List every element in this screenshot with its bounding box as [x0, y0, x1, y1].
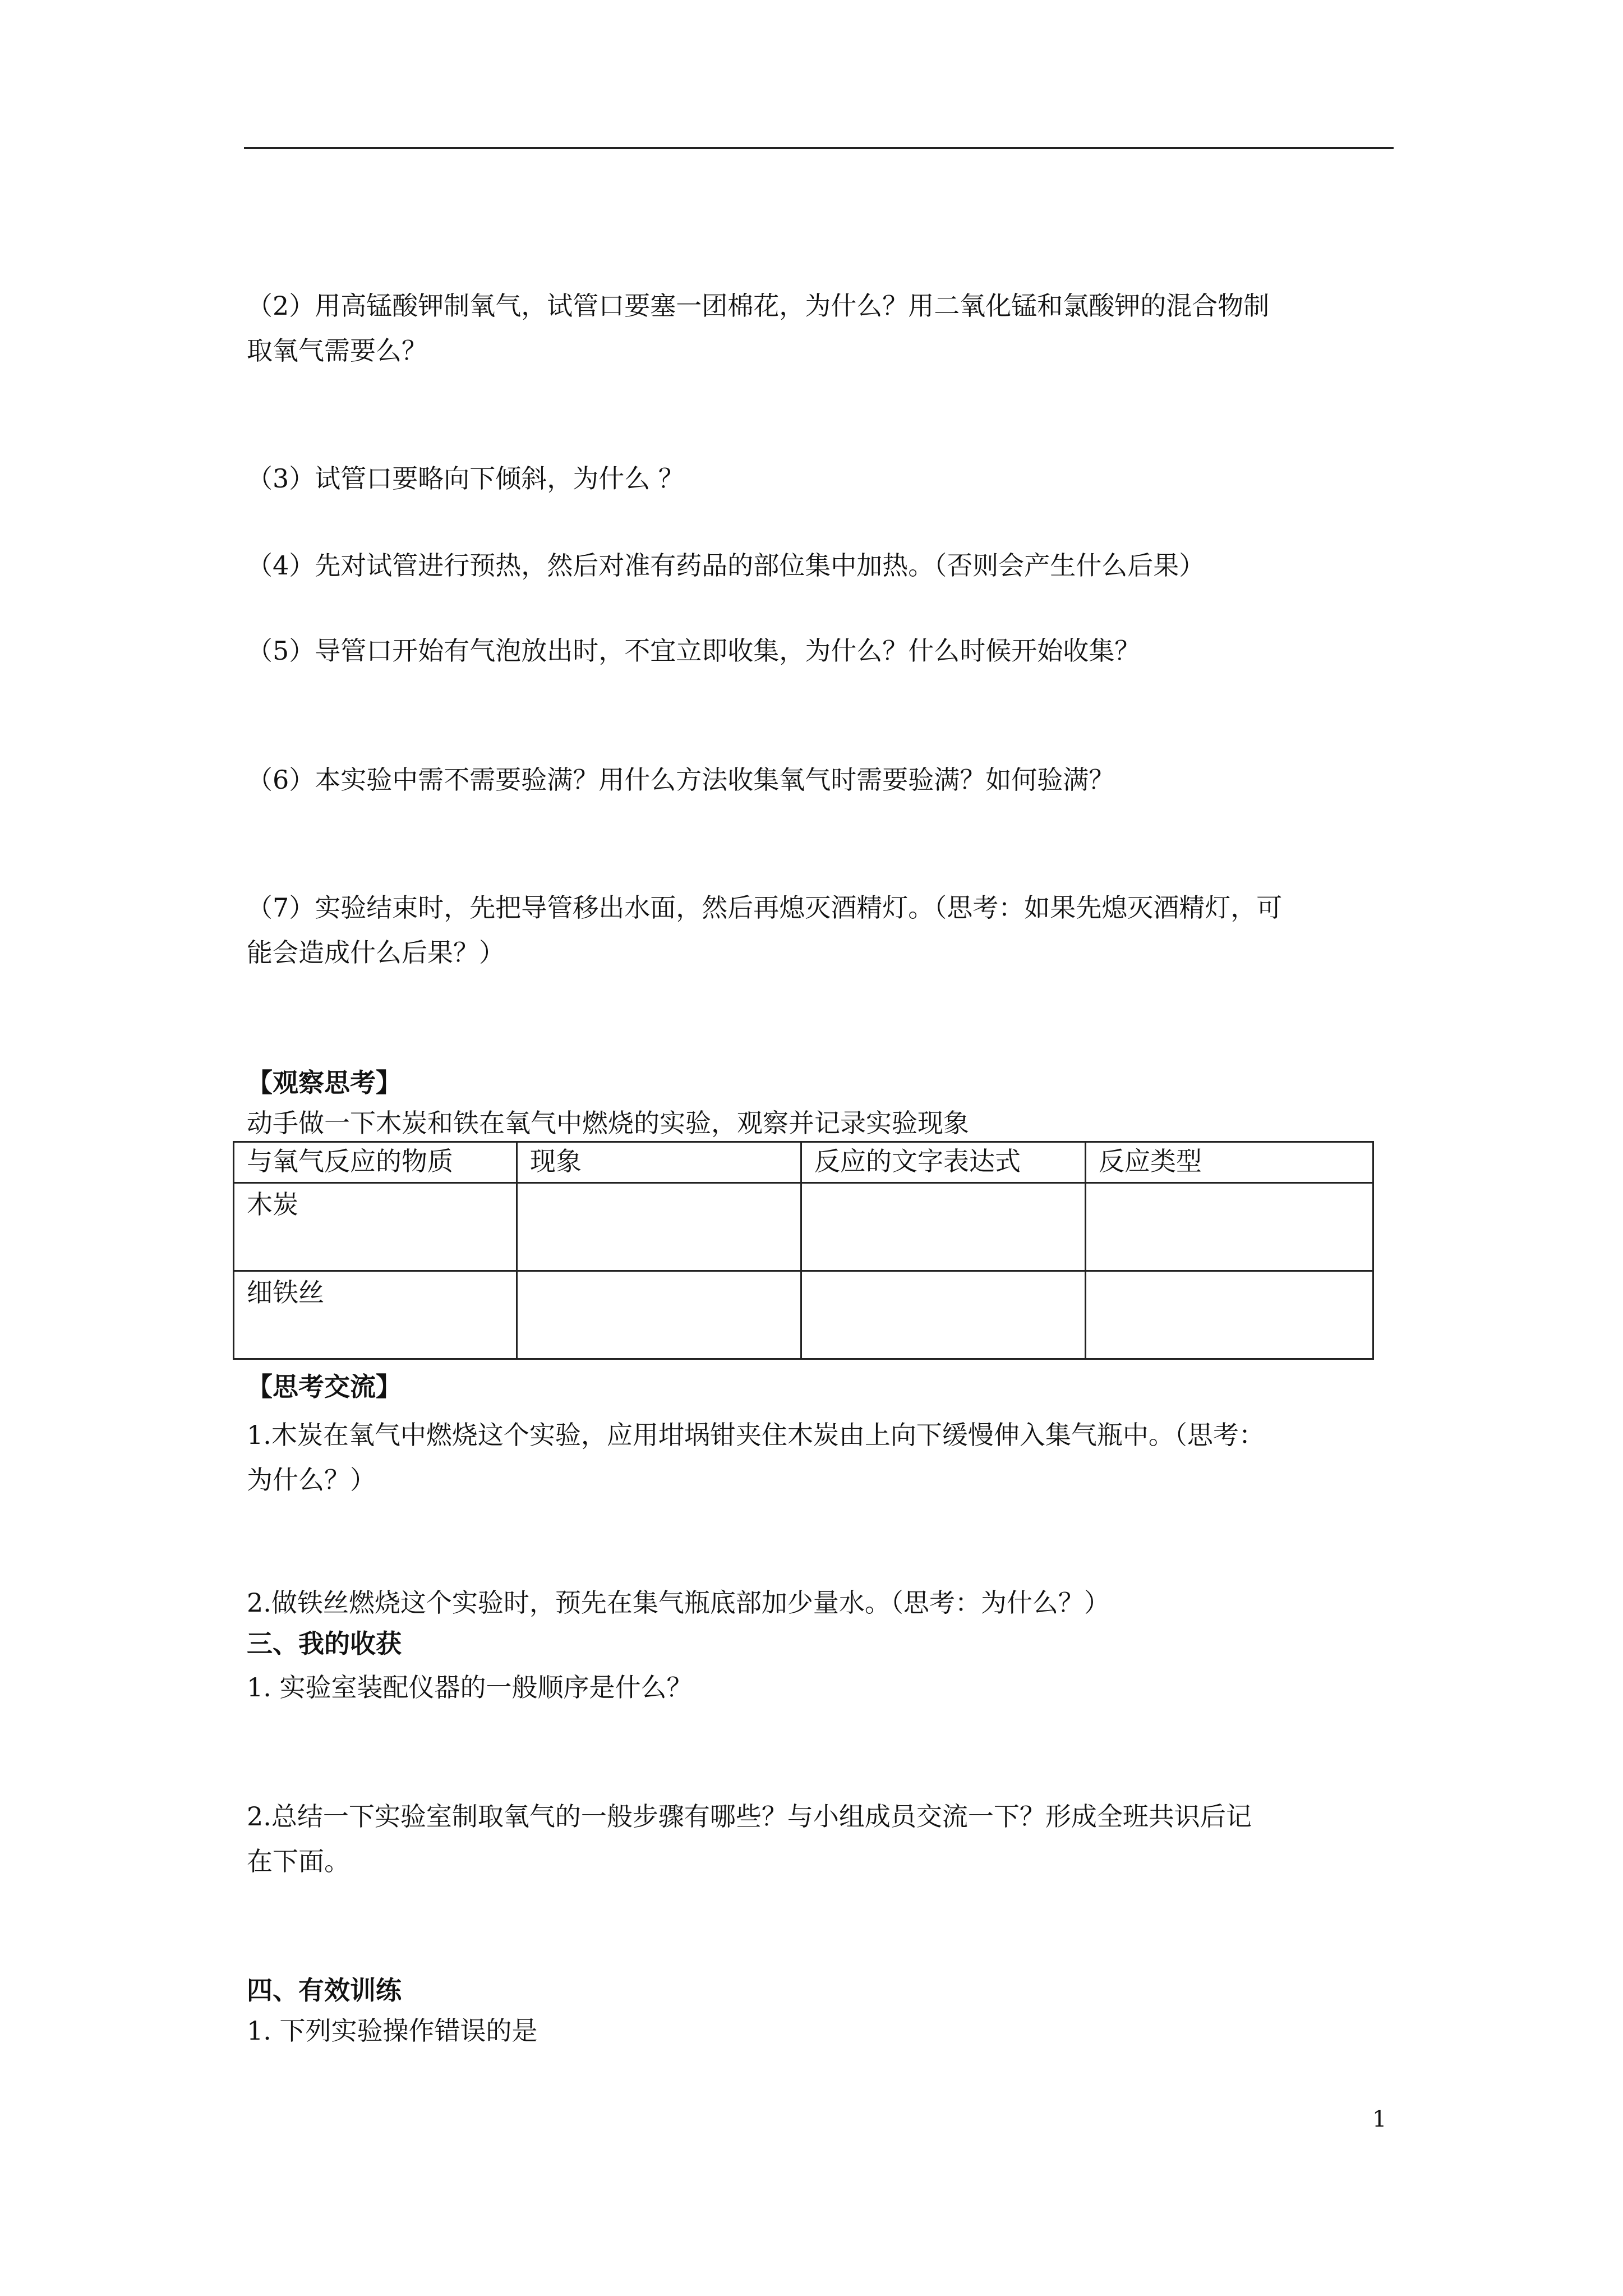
question-2-line-2: 取氧气需要么？ — [247, 335, 427, 366]
question-2 — [247, 283, 1402, 373]
header-reaction-type: 反应类型 — [1086, 1142, 1373, 1183]
header-word-equation: 反应的文字表达式 — [801, 1142, 1086, 1183]
cell-phenomenon[interactable] — [517, 1183, 801, 1271]
observe-heading: 【观察思考】 — [247, 1068, 402, 1098]
cell-word-equation[interactable] — [801, 1183, 1086, 1271]
question-5: （5）导管口开始有气泡放出时，不宜立即收集，为什么？什么时候开始收集？ — [247, 636, 1141, 666]
question-4: （4）先对试管进行预热，然后对准有药品的部位集中加热。（否则会产生什么后果） — [247, 550, 1205, 581]
training-heading: 四、有效训练 — [247, 1975, 402, 2005]
question-2-line-1: （2）用高锰酸钾制氧气，试管口要塞一团棉花，为什么？用二氧化锰和氯酸钾的混合物制 — [247, 291, 1270, 321]
table-row — [234, 1271, 1373, 1359]
page-number: 1 — [1372, 2106, 1387, 2132]
discuss-item-1-line-2: 为什么？） — [247, 1465, 376, 1495]
harvest-heading: 三、我的收获 — [247, 1628, 402, 1659]
observation-table — [233, 1141, 1374, 1360]
training-item-1: 1. 下列实验操作错误的是 — [247, 2016, 538, 2046]
question-3: （3）试管口要略向下倾斜，为什么 ？ — [247, 463, 684, 494]
harvest-item-2-line-2: 在下面。 — [247, 1846, 350, 1876]
discuss-heading: 【思考交流】 — [247, 1372, 402, 1402]
table-header-row — [234, 1142, 1373, 1183]
question-6: （6）本实验中需不需要验满？用什么方法收集氧气时需要验满？如何验满？ — [247, 765, 1115, 795]
discuss-item-1-line-1: 1.木炭在氧气中燃烧这个实验，应用坩埚钳夹住木炭由上向下缓慢伸入集气瓶中。（思考： — [247, 1420, 1265, 1450]
harvest-item-2-line-1: 2.总结一下实验室制取氧气的一般步骤有哪些？与小组成员交流一下？形成全班共识后记 — [247, 1801, 1252, 1832]
header-substance: 与氧气反应的物质 — [234, 1142, 517, 1183]
question-7-line-2: 能会造成什么后果？） — [247, 937, 505, 968]
discuss-item-2: 2.做铁丝燃烧这个实验时，预先在集气瓶底部加少量水。（思考：为什么？） — [247, 1588, 1110, 1618]
question-7 — [247, 885, 1402, 975]
cell-reaction-type[interactable] — [1086, 1183, 1373, 1271]
cell-substance: 细铁丝 — [234, 1271, 517, 1359]
table-row — [234, 1183, 1373, 1271]
harvest-item-1: 1. 实验室装配仪器的一般顺序是什么？ — [247, 1672, 693, 1703]
harvest-item-2 — [247, 1794, 1402, 1884]
discuss-item-1 — [247, 1412, 1402, 1502]
observe-instruction: 动手做一下木炭和铁在氧气中燃烧的实验，观察并记录实验现象 — [247, 1108, 969, 1138]
cell-word-equation[interactable] — [801, 1271, 1086, 1359]
header-rule — [244, 147, 1394, 149]
header-phenomenon: 现象 — [517, 1142, 801, 1183]
cell-phenomenon[interactable] — [517, 1271, 801, 1359]
cell-reaction-type[interactable] — [1086, 1271, 1373, 1359]
cell-substance: 木炭 — [234, 1183, 517, 1271]
question-7-line-1: （7）实验结束时，先把导管移出水面，然后再熄灭酒精灯。（思考：如果先熄灭酒精灯，可 — [247, 892, 1283, 923]
